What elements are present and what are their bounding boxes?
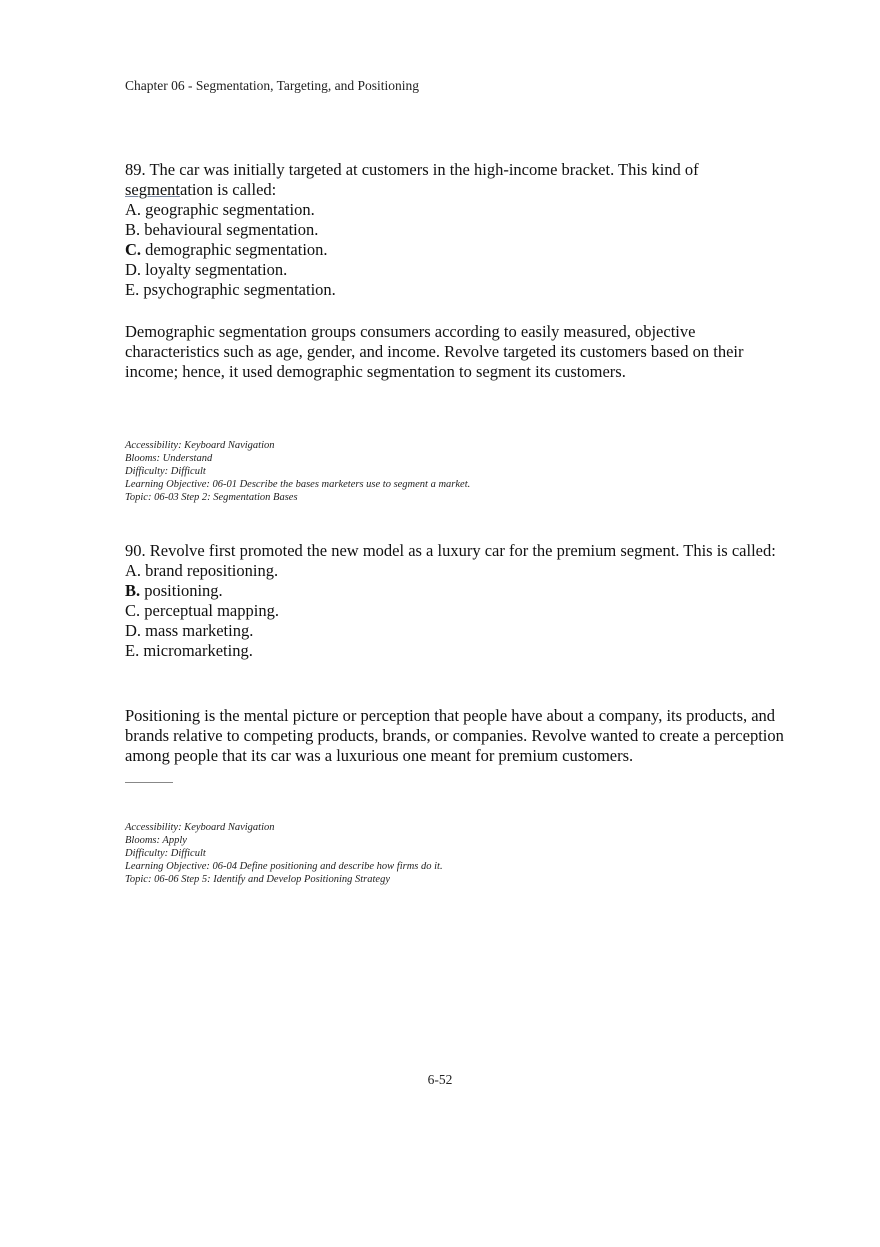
answer-option-d	[125, 621, 785, 641]
answer-option-a	[125, 561, 785, 581]
explanation-89: Demographic segmentation groups consumers according to easily measured, objective characteristics such as age, gender, and income. Revolve targeted its customers based on their income; hence, it used demographic segmentation to segment its customers.	[125, 322, 744, 381]
explanation-90: Positioning is the mental picture or perception that people have about a company, its products, and brands relative to competing products, brands, or companies. Revolve wanted to create a perception among people that its car was a luxurious one meant for premium customers.	[125, 706, 784, 765]
option-letter: B.	[125, 220, 141, 239]
page-header: Chapter 06 - Segmentation, Targeting, and Positioning	[125, 78, 420, 93]
question-stem	[125, 160, 785, 200]
question-stem: 90. Revolve first promoted the new model as a luxury car for the premium segment. This is called:	[125, 541, 776, 560]
metadata-90	[125, 821, 443, 886]
option-letter-correct: B.	[125, 581, 141, 600]
meta-difficulty: Difficulty: Difficult	[125, 848, 206, 859]
spellcheck-word: segment	[125, 180, 180, 199]
page-number: 6-52	[427, 1072, 453, 1087]
meta-topic: Topic: 06-06 Step 5: Identify and Develop Positioning Strategy	[125, 874, 390, 885]
divider	[125, 782, 173, 783]
option-text: positioning.	[144, 581, 223, 600]
question-90	[125, 541, 785, 661]
question-stem-line: ation is called:	[180, 180, 277, 199]
question-stem-line: 89. The car was initially targeted at customers in the high-income bracket. This kind of	[125, 160, 699, 179]
option-text: mass marketing.	[145, 621, 254, 640]
answer-option-b	[125, 220, 785, 240]
metadata-89	[125, 439, 470, 504]
meta-objective: Learning Objective: 06-01 Describe the bases marketers use to segment a market.	[125, 479, 471, 490]
answer-option-b	[125, 581, 785, 601]
option-letter: E.	[125, 280, 140, 299]
option-letter: E.	[125, 641, 140, 660]
option-text: psychographic segmentation.	[143, 280, 336, 299]
option-text: perceptual mapping.	[144, 601, 279, 620]
meta-topic: Topic: 06-03 Step 2: Segmentation Bases	[125, 492, 298, 503]
option-letter: D.	[125, 621, 142, 640]
option-letter-correct: C.	[125, 240, 142, 259]
option-text: brand repositioning.	[145, 561, 279, 580]
answer-option-e	[125, 641, 785, 661]
question-89	[125, 160, 785, 300]
option-letter: C.	[125, 601, 141, 620]
option-letter: A.	[125, 561, 142, 580]
meta-accessibility: Accessibility: Keyboard Navigation	[125, 440, 275, 451]
option-letter: D.	[125, 260, 142, 279]
meta-blooms: Blooms: Understand	[125, 453, 213, 464]
answer-option-a	[125, 200, 785, 220]
option-text: demographic segmentation.	[145, 240, 328, 259]
option-text: micromarketing.	[143, 641, 253, 660]
answer-option-c	[125, 240, 785, 260]
answer-option-c	[125, 601, 785, 621]
meta-blooms: Blooms: Apply	[125, 835, 187, 846]
option-letter: A.	[125, 200, 142, 219]
option-text: loyalty segmentation.	[145, 260, 288, 279]
meta-difficulty: Difficulty: Difficult	[125, 466, 206, 477]
answer-option-d	[125, 260, 785, 280]
meta-objective: Learning Objective: 06-04 Define positioning and describe how firms do it.	[125, 861, 443, 872]
answer-option-e	[125, 280, 785, 300]
meta-accessibility: Accessibility: Keyboard Navigation	[125, 822, 275, 833]
option-text: behavioural segmentation.	[144, 220, 319, 239]
option-text: geographic segmentation.	[145, 200, 315, 219]
